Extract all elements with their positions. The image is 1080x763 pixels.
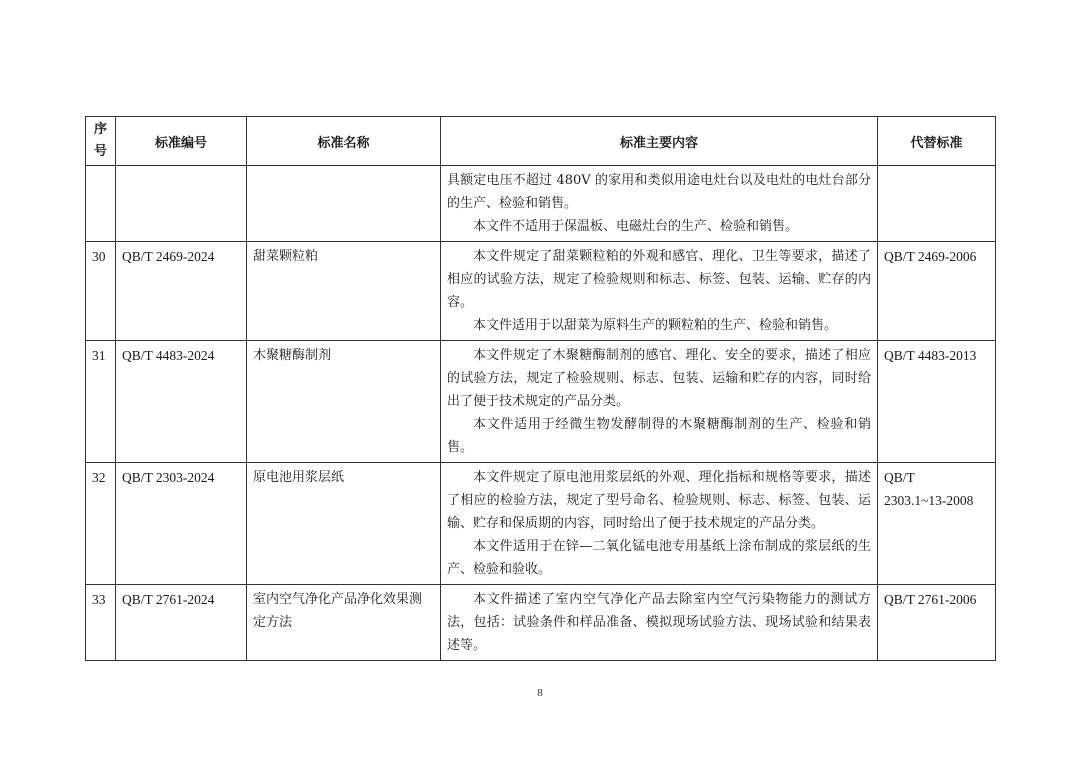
row-seq-text: 32	[92, 470, 106, 485]
row-name	[247, 585, 441, 661]
row-replaced-text	[878, 341, 995, 370]
row-name	[247, 242, 441, 341]
table-row	[86, 585, 996, 661]
row-content-text	[441, 341, 877, 462]
row-seq	[86, 166, 116, 242]
content-paragraph: 本文件规定了甜菜颗粒粕的外观和感官、理化、卫生等要求，描述了相应的试验方法，规定了检验规则和标志、标签、包装、运输、贮存的内容。	[447, 249, 871, 310]
row-name-text: 原电池用浆层纸	[253, 470, 345, 485]
row-name	[247, 341, 441, 463]
row-name	[247, 463, 441, 585]
content-paragraph: 本文件规定了木聚糖酶制剂的感官、理化、安全的要求，描述了相应的试验方法，规定了检验规则、标志、包装、运输和贮存的内容，同时给出了便于技术规定的产品分类。	[447, 348, 871, 409]
replaced-line: 2303.1~13-2008	[884, 493, 974, 508]
row-content	[441, 341, 878, 463]
row-code-text: QB/T 2761-2024	[122, 592, 215, 607]
page-number: 8	[537, 687, 543, 699]
row-code-text: QB/T 2469-2024	[122, 249, 215, 264]
row-name-text: 木聚糖酶制剂	[253, 348, 332, 363]
row-code	[116, 242, 247, 341]
content-paragraph: 本文件适用于经微生物发酵制得的木聚糖酶制剂的生产、检验和销售。	[447, 417, 871, 455]
row-code-text	[116, 166, 246, 172]
row-code-text: QB/T 2303-2024	[122, 470, 215, 485]
content-paragraph: 具额定电压不超过 480V 的家用和类似用途电灶台以及电灶的电灶台部分的生产、检验和销售。	[447, 173, 871, 211]
row-name-text	[247, 166, 440, 172]
row-replaced	[878, 341, 996, 463]
table-header-row	[86, 117, 996, 166]
row-replaced-text	[878, 585, 995, 614]
replaced-line: QB/T 4483-2013	[884, 348, 977, 363]
header-code: 标准编号	[116, 117, 247, 166]
row-code-text: QB/T 4483-2024	[122, 348, 215, 363]
row-content	[441, 242, 878, 341]
row-content-text	[441, 242, 877, 340]
row-seq-text: 31	[92, 348, 106, 363]
header-name: 标准名称	[247, 117, 441, 166]
replaced-line: QB/T 2469-2006	[884, 249, 977, 264]
row-replaced-text	[878, 242, 995, 271]
row-seq	[86, 585, 116, 661]
content-paragraph: 本文件不适用于保温板、电磁灶台的生产、检验和销售。	[473, 219, 799, 234]
header-replaced: 代替标准	[878, 117, 996, 166]
table-row	[86, 463, 996, 585]
row-replaced	[878, 463, 996, 585]
content-paragraph: 本文件适用于以甜菜为原料生产的颗粒粕的生产、检验和销售。	[473, 318, 838, 333]
replaced-line: QB/T	[884, 470, 915, 485]
header-seq-line2: 号	[93, 144, 107, 159]
row-code	[116, 585, 247, 661]
row-replaced	[878, 166, 996, 242]
row-content	[441, 585, 878, 661]
row-code	[116, 166, 247, 242]
standards-table	[85, 116, 996, 661]
row-replaced	[878, 585, 996, 661]
row-name	[247, 166, 441, 242]
header-content: 标准主要内容	[441, 117, 878, 166]
row-seq	[86, 463, 116, 585]
row-content	[441, 463, 878, 585]
content-paragraph: 本文件描述了室内空气净化产品去除室内空气污染物能力的测试方法，包括：试验条件和样品准备、模拟现场试验方法、现场试验和结果表述等。	[447, 592, 871, 653]
row-seq-text: 33	[92, 592, 106, 607]
row-seq	[86, 242, 116, 341]
table-row	[86, 242, 996, 341]
row-replaced	[878, 242, 996, 341]
header-seq-line1: 序	[93, 122, 107, 137]
row-content-text	[441, 585, 877, 660]
row-seq	[86, 341, 116, 463]
replaced-line: QB/T 2761-2006	[884, 592, 977, 607]
row-name-text: 室内空气净化产品净化效果测定方法	[253, 592, 423, 630]
table-row	[86, 166, 996, 242]
row-name-text: 甜菜颗粒粕	[253, 249, 319, 264]
row-seq-text	[86, 166, 115, 172]
row-content-text	[441, 166, 877, 241]
table-row	[86, 341, 996, 463]
content-paragraph: 本文件适用于在锌—二氧化锰电池专用基纸上涂布制成的浆层纸的生产、检验和验收。	[447, 539, 871, 577]
row-code	[116, 341, 247, 463]
header-seq	[86, 117, 116, 166]
row-code	[116, 463, 247, 585]
row-replaced-text	[878, 166, 995, 172]
row-seq-text: 30	[92, 249, 106, 264]
row-content-text	[441, 463, 877, 584]
row-content	[441, 166, 878, 242]
content-paragraph: 本文件规定了原电池用浆层纸的外观、理化指标和规格等要求，描述了相应的检验方法，规定了型号命名、检验规则、标志、标签、包装、运输、贮存和保质期的内容，同时给出了便于技术规定的产品分类。	[447, 470, 871, 531]
row-replaced-text	[878, 463, 995, 515]
